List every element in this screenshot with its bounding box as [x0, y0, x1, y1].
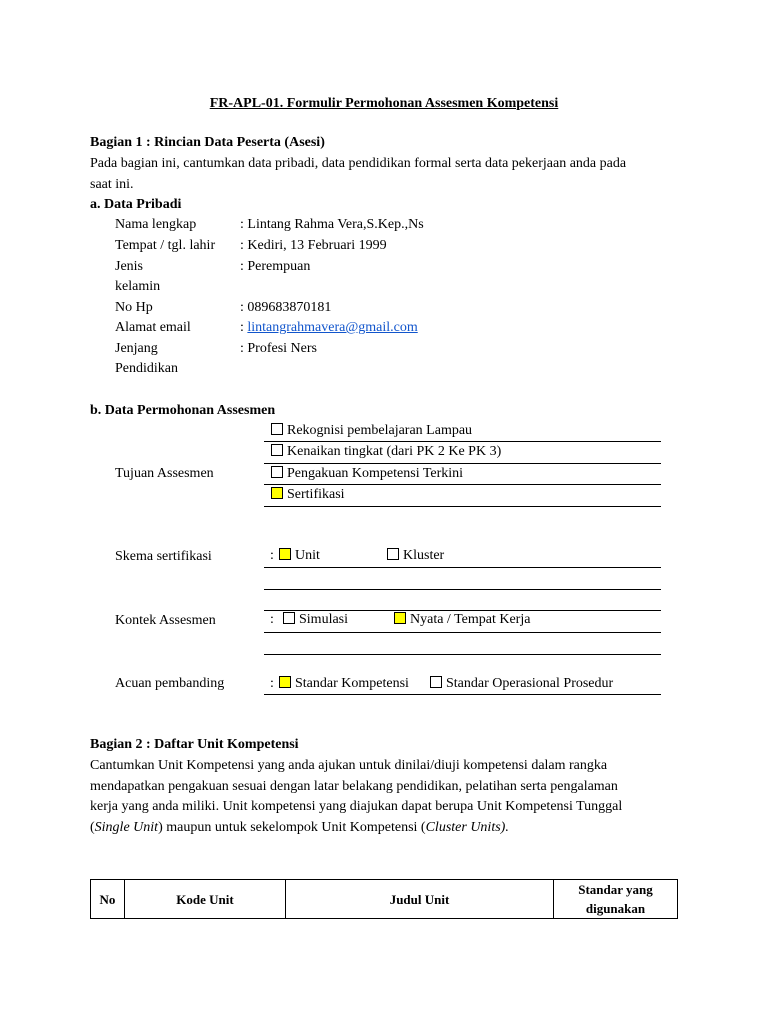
divider: [264, 632, 661, 633]
education-label-line2: Pendidikan: [115, 361, 178, 376]
divider: [264, 506, 661, 507]
option-label: Sertifikasi: [287, 487, 345, 502]
option-label: Rekognisi pembelajaran Lampau: [287, 423, 473, 438]
personal-data-heading: a. Data Pribadi: [90, 197, 182, 212]
col-header-standard: [554, 880, 678, 919]
email-link[interactable]: lintangrahmavera@gmail.com: [247, 320, 418, 335]
gender-value: : Perempuan: [240, 259, 311, 274]
gender-label-line2: kelamin: [115, 279, 161, 294]
col-header-no: No: [91, 880, 125, 919]
section2-para-line1: Cantumkan Unit Kompetensi yang anda ajukan untuk dinilai/diuji kompetensi dalam rangka: [90, 758, 608, 773]
purpose-option-certification[interactable]: [271, 486, 345, 504]
birth-label: Tempat / tgl. lahir: [115, 238, 216, 253]
checkbox-icon[interactable]: [430, 676, 442, 688]
option-label: Kenaikan tingkat (dari PK 2 Ke PK 3): [287, 444, 502, 459]
gender-label-line1: Jenis: [115, 259, 143, 274]
divider: [264, 694, 661, 695]
education-label-line1: Jenjang: [115, 341, 158, 356]
email-prefix: :: [240, 320, 248, 335]
scheme-colon: :: [270, 548, 274, 563]
option-label: Kluster: [403, 548, 445, 563]
context-option-simulation[interactable]: [283, 611, 348, 629]
checkbox-icon[interactable]: [387, 548, 399, 560]
purpose-option-recognition[interactable]: [271, 465, 463, 483]
divider: [264, 567, 661, 568]
col-header-code: Kode Unit: [125, 880, 286, 919]
divider: [264, 654, 661, 655]
divider: [264, 589, 661, 590]
checkbox-icon[interactable]: [271, 423, 283, 435]
col-header-title: Judul Unit: [286, 880, 554, 919]
reference-colon: :: [270, 676, 274, 691]
purpose-option-rpl[interactable]: [271, 422, 472, 440]
email-row: [240, 319, 418, 337]
form-title: FR-APL-01. Formulir Permohonan Assesmen Kompetensi: [209, 96, 559, 111]
divider: [264, 484, 661, 485]
checkbox-icon[interactable]: [271, 466, 283, 478]
header-line: Standar yang: [578, 882, 653, 897]
phone-value: : 089683870181: [240, 300, 332, 315]
request-heading: b. Data Permohonan Assesmen: [90, 403, 276, 418]
section2-heading: Bagian 2 : Daftar Unit Kompetensi: [90, 737, 299, 752]
cluster-units-term: Cluster Units).: [425, 820, 509, 835]
phone-label: No Hp: [115, 300, 153, 315]
section1-heading: Bagian 1 : Rincian Data Peserta (Asesi): [90, 135, 325, 150]
section2-para-line2: mendapatkan pengakuan sesuai dengan latar belakang pendidikan, pelatihan serta pengalaman: [90, 779, 618, 794]
reference-option-competency-standard[interactable]: [279, 675, 409, 693]
divider: [264, 463, 661, 464]
section1-intro-line2: saat ini.: [90, 177, 134, 192]
email-label: Alamat email: [115, 320, 191, 335]
option-label: Standar Kompetensi: [295, 676, 409, 691]
option-label: Unit: [295, 548, 320, 563]
section1-intro-line1: Pada bagian ini, cantumkan data pribadi, data pendidikan formal serta data pekerjaan anda pada: [90, 156, 627, 171]
table-header-row: [91, 880, 678, 919]
option-label: Nyata / Tempat Kerja: [410, 612, 531, 627]
checkbox-icon[interactable]: [271, 444, 283, 456]
checkbox-icon-highlighted[interactable]: [279, 548, 291, 560]
text-fragment: (: [90, 820, 95, 835]
unit-table: [90, 879, 678, 919]
header-line: digunakan: [585, 901, 646, 916]
single-unit-term: Single Unit: [94, 820, 159, 835]
checkbox-icon-highlighted[interactable]: [271, 487, 283, 499]
reference-option-sop[interactable]: [430, 675, 613, 693]
purpose-option-promotion[interactable]: [271, 443, 501, 461]
section2-para-line4: [90, 819, 509, 837]
context-option-workplace[interactable]: [394, 611, 530, 629]
context-colon: :: [270, 612, 274, 627]
option-label: Standar Operasional Prosedur: [446, 676, 614, 691]
checkbox-icon-highlighted[interactable]: [394, 612, 406, 624]
purpose-label: Tujuan Assesmen: [115, 466, 214, 481]
name-label: Nama lengkap: [115, 217, 197, 232]
scheme-label: Skema sertifikasi: [115, 549, 212, 564]
scheme-option-cluster[interactable]: [387, 547, 444, 565]
text-fragment: ) maupun untuk sekelompok Unit Kompetensi (: [158, 820, 426, 835]
education-value: : Profesi Ners: [240, 341, 317, 356]
checkbox-icon[interactable]: [283, 612, 295, 624]
section2-para-line3: kerja yang anda miliki. Unit kompetensi yang diajukan dapat berupa Unit Kompetensi Tunggal: [90, 799, 623, 814]
option-label: Pengakuan Kompetensi Terkini: [287, 466, 464, 481]
birth-value: : Kediri, 13 Februari 1999: [240, 238, 387, 253]
divider: [264, 441, 661, 442]
context-label: Kontek Assesmen: [115, 613, 216, 628]
name-value: : Lintang Rahma Vera,S.Kep.,Ns: [240, 217, 424, 232]
reference-label: Acuan pembanding: [115, 676, 225, 691]
scheme-option-unit[interactable]: [279, 547, 320, 565]
checkbox-icon-highlighted[interactable]: [279, 676, 291, 688]
option-label: Simulasi: [299, 612, 349, 627]
